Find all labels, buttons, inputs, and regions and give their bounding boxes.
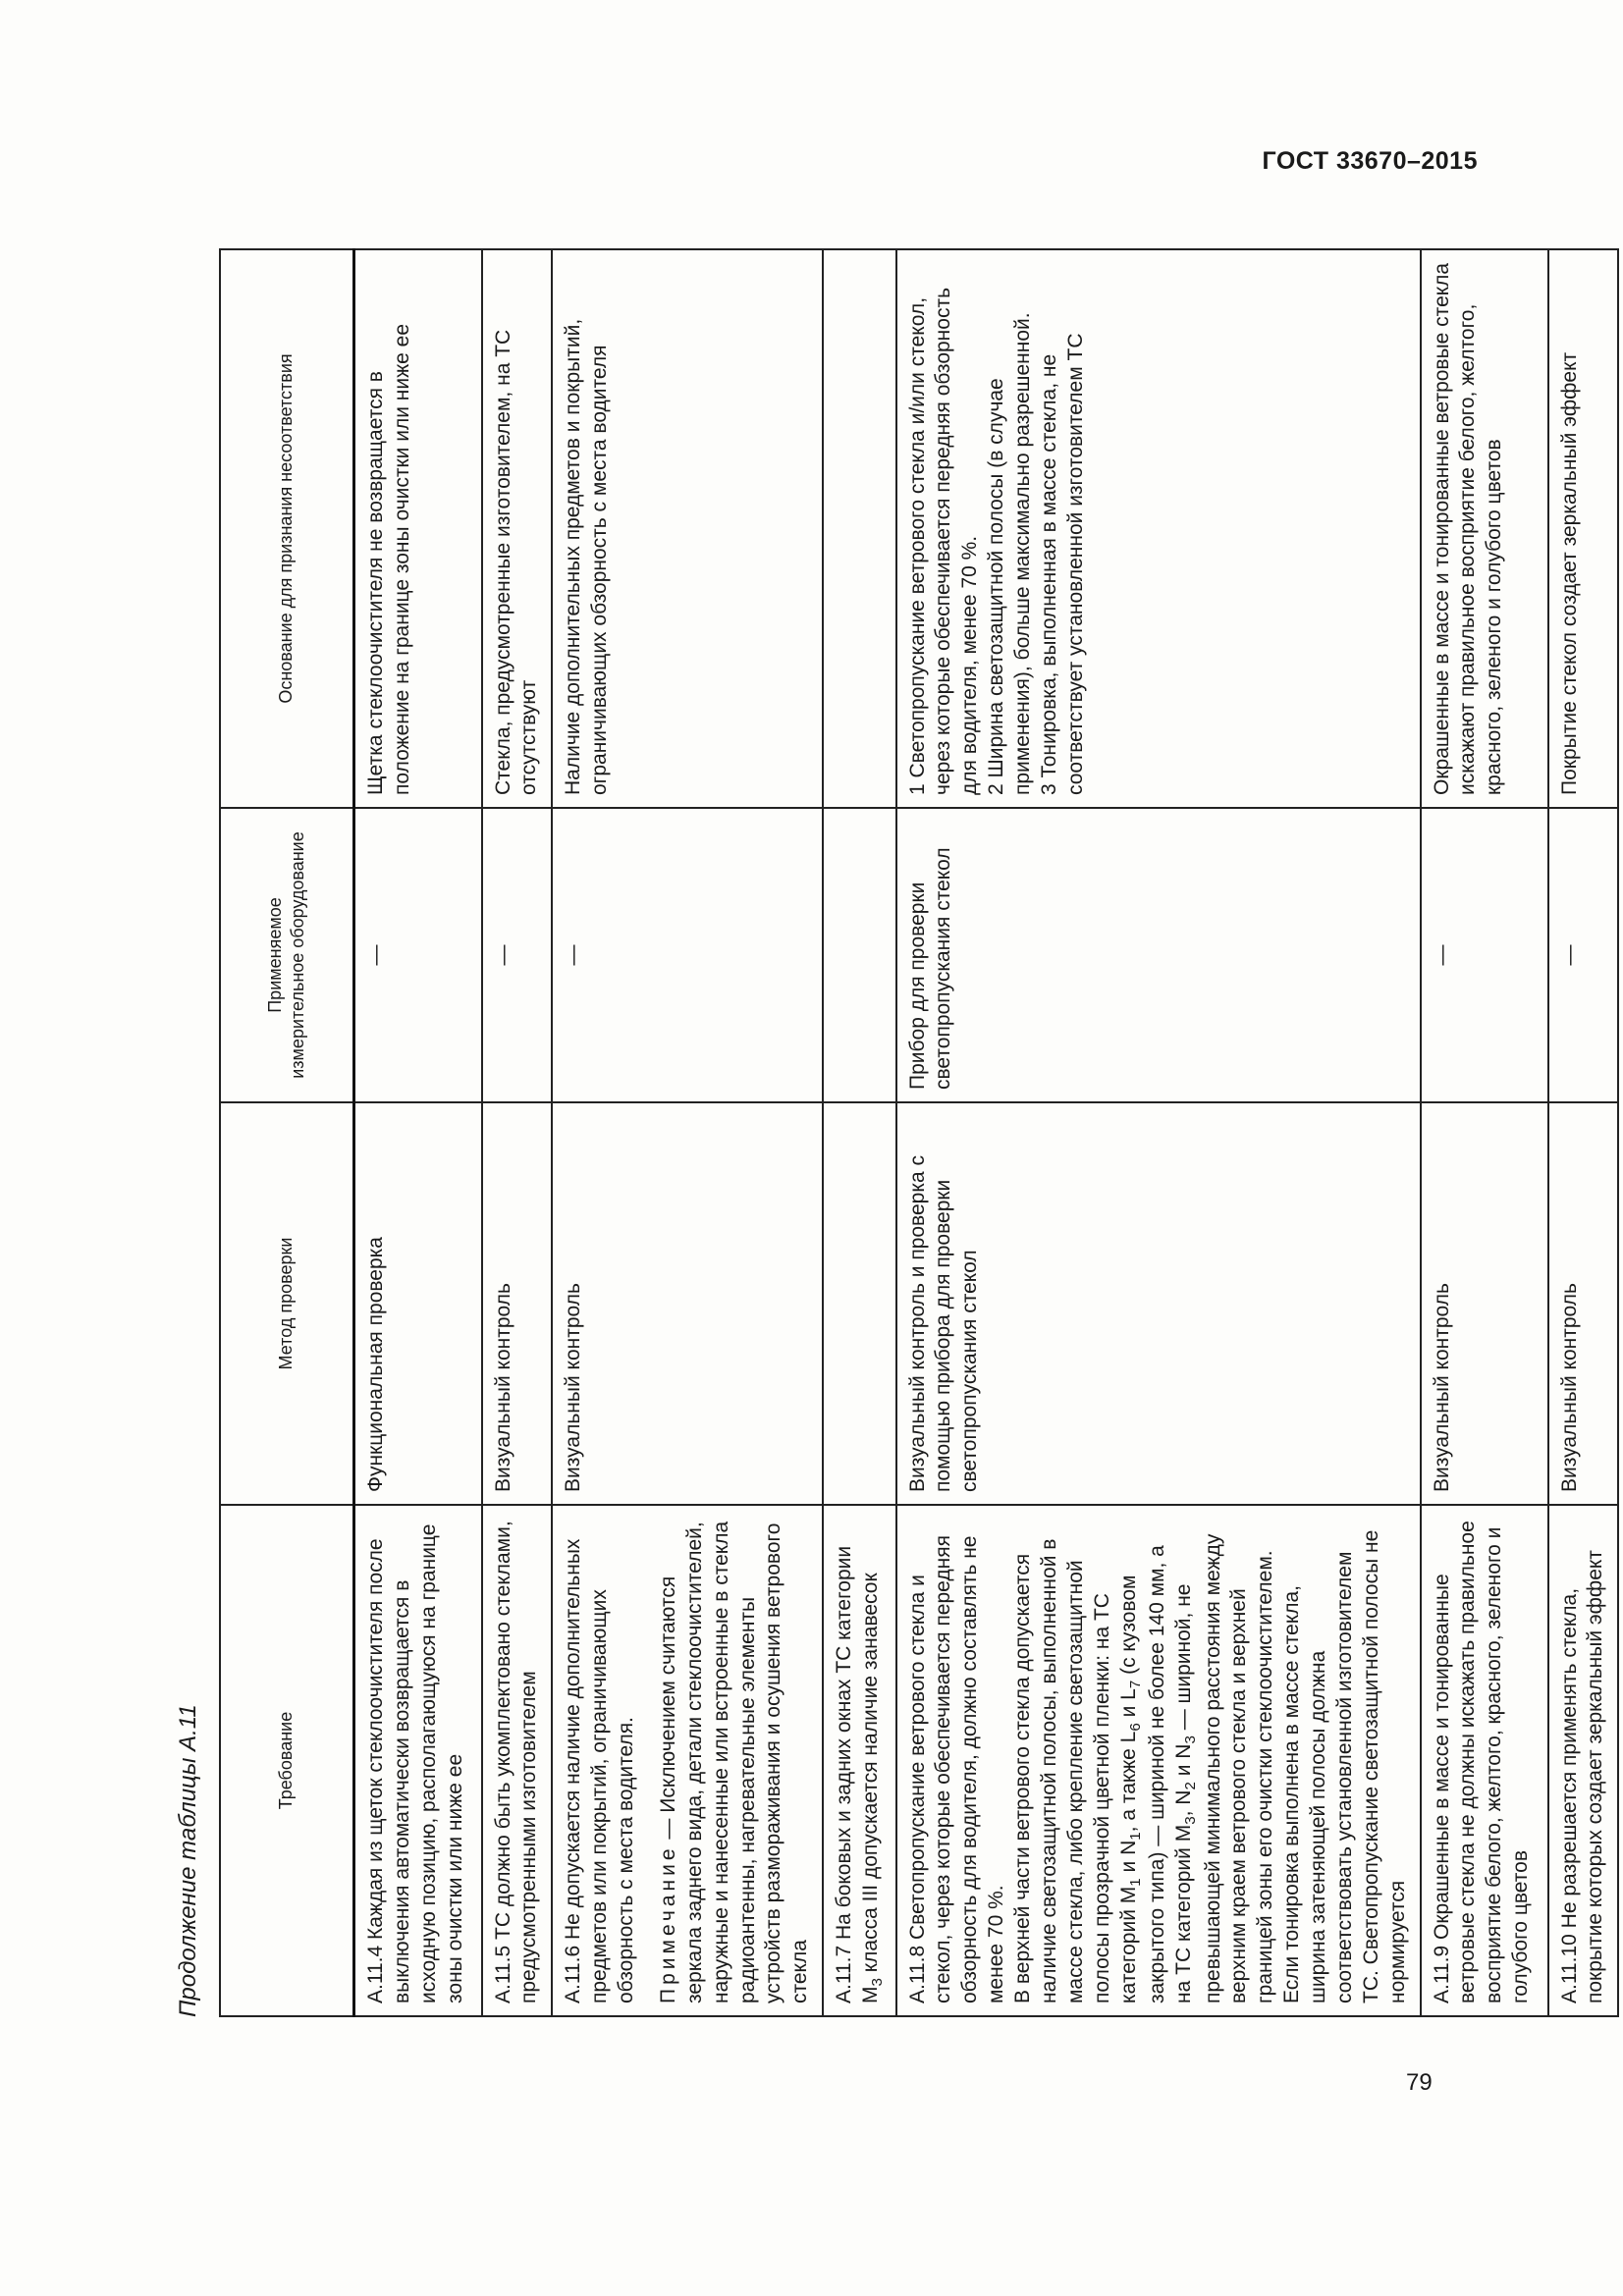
table-row bbox=[354, 249, 482, 2016]
method-cell: Функциональная проверка bbox=[354, 1102, 482, 1505]
requirement-text: А.11.7 На боковых и задних окнах ТС категории M bbox=[833, 1545, 882, 2003]
table-row bbox=[1548, 249, 1619, 2016]
column-header-requirement: Требование bbox=[220, 1505, 354, 2016]
table-continuation-caption: Продолжение таблицы А.11 bbox=[175, 1704, 201, 2017]
requirement-cell: А.11.9 Окрашенные в массе и тонированные ветровые стекла не должны искажать правильное восприятие белого, желтого, красного, зеленого и голубого цветов bbox=[1421, 1505, 1548, 2016]
note-text: — Исключением считаются зеркала заднего вида, детали стеклоочистителей, наружные и нанесенные или встроенные в стекла радиоантенны, нагревательные элементы устройств размораживания и осушения ветрового стекла bbox=[656, 1521, 812, 2003]
table-row bbox=[552, 249, 823, 2016]
method-cell: Визуальный контроль bbox=[1421, 1102, 1548, 1505]
table-row bbox=[896, 249, 1421, 2016]
requirement-cell bbox=[552, 1505, 823, 2016]
column-header-basis: Основание для признания несоответствия bbox=[220, 249, 354, 808]
method-cell: Визуальный контроль и проверка с помощью прибора для проверки светопропускания стекол bbox=[896, 1102, 1421, 1505]
note-label: Примечание bbox=[656, 1844, 679, 2003]
requirement-text: А.11.6 Не допускается наличие дополнительных предметов или покрытий, ограничивающих обзорность с места водителя. bbox=[562, 1538, 637, 2003]
requirement-text: В верхней части ветрового стекла допускается наличие светозащитной полосы, выполненной в массе стекла, либо крепление светозащитной полосы прозрачной цветной пленки: на ТС категорий $M_1$ и $N_1$, а также $L_6$ и $L_7$ (с кузовом закрытого типа) — шириной не более 140 мм, а на ТС категорий $M_3$, $N_2$ и $N_3$ — шириной, не превышающей минимального расстояния между верхним краем ветрового стекла и верхней границей зоны его очистки стеклоочистителем. Если тонировка выполнена в массе стекла, ширина затеняющей полосы должна соответствовать установленной изготовителем ТС. Светопропускание светозащитной полосы не нормируется bbox=[1011, 1529, 1409, 2003]
requirement-cell bbox=[823, 1505, 895, 2016]
basis-cell: Стекла, предусмотренные изготовителем, на ТС отсутствуют bbox=[482, 249, 553, 808]
requirement-cell bbox=[896, 1505, 1421, 2016]
requirement-cell: А.11.4 Каждая из щеток стеклоочистителя после выключения автоматически возвращается в исходную позицию, располагающуюся на границе зоны очистки или ниже ее bbox=[354, 1505, 482, 2016]
basis-cell: Щетка стеклоочистителя не возвращается в положение на границе зоны очистки или ниже ее bbox=[354, 249, 482, 808]
standard-code: ГОСТ 33670–2015 bbox=[1262, 147, 1478, 175]
column-header-equipment: Применяемое измерительное оборудование bbox=[220, 808, 354, 1102]
rotated-table-block bbox=[175, 231, 1607, 2056]
basis-cell: 1 Светопропускание ветрового стекла и/или стекол, через которые обеспечивается передняя обзорность для водителя, менее 70 %. 2 Ширина светозащитной полосы (в случае применения), больше максимально разрешенной. 3 Тонировка, выполненная в массе стекла, не соответствует установленной изготовителем ТС bbox=[896, 249, 1421, 808]
requirement-note bbox=[656, 1518, 814, 2003]
table-header-row bbox=[220, 249, 354, 2016]
requirement-text: А.11.8 Светопропускание ветрового стекла и стекол, через которые обеспечивается передняя обзорность для водителя, должно составлять не менее 70 %. bbox=[905, 1535, 1008, 2003]
equipment-cell: — bbox=[1548, 808, 1619, 1102]
equipment-cell: — bbox=[354, 808, 482, 1102]
method-cell: Визуальный контроль bbox=[552, 1102, 823, 1505]
table-row bbox=[1421, 249, 1548, 2016]
equipment-cell: Прибор для проверки светопропускания стекол bbox=[896, 808, 1421, 1102]
method-cell: Визуальный контроль bbox=[482, 1102, 553, 1505]
page-number: 79 bbox=[1406, 2069, 1433, 2096]
method-cell bbox=[823, 1102, 895, 1505]
equipment-cell: — bbox=[1421, 808, 1548, 1102]
requirement-cell: А.11.5 ТС должно быть укомплектовано стеклами, предусмотренными изготовителем bbox=[482, 1505, 553, 2016]
basis-cell: Покрытие стекол создает зеркальный эффект bbox=[1548, 249, 1619, 808]
table-row bbox=[482, 249, 553, 2016]
requirement-text: класса III допускается наличие занавесок bbox=[859, 1573, 882, 1979]
method-cell: Визуальный контроль bbox=[1548, 1102, 1619, 1505]
basis-cell: Окрашенные в массе и тонированные ветровые стекла искажают правильное восприятие белого, желтого, красного, зеленого и голубого цветов bbox=[1421, 249, 1548, 808]
basis-cell: Наличие дополнительных предметов и покрытий, ограничивающих обзорность с места водителя bbox=[552, 249, 823, 808]
subscript: 3 bbox=[869, 1978, 887, 1987]
table-row bbox=[823, 249, 895, 2016]
basis-cell bbox=[823, 249, 895, 808]
equipment-cell: — bbox=[552, 808, 823, 1102]
column-header-method: Метод проверки bbox=[220, 1102, 354, 1505]
equipment-cell bbox=[823, 808, 895, 1102]
requirements-table bbox=[219, 248, 1619, 2017]
requirement-cell: А.11.10 Не разрешается применять стекла, покрытие которых создает зеркальный эффект bbox=[1548, 1505, 1619, 2016]
equipment-cell: — bbox=[482, 808, 553, 1102]
